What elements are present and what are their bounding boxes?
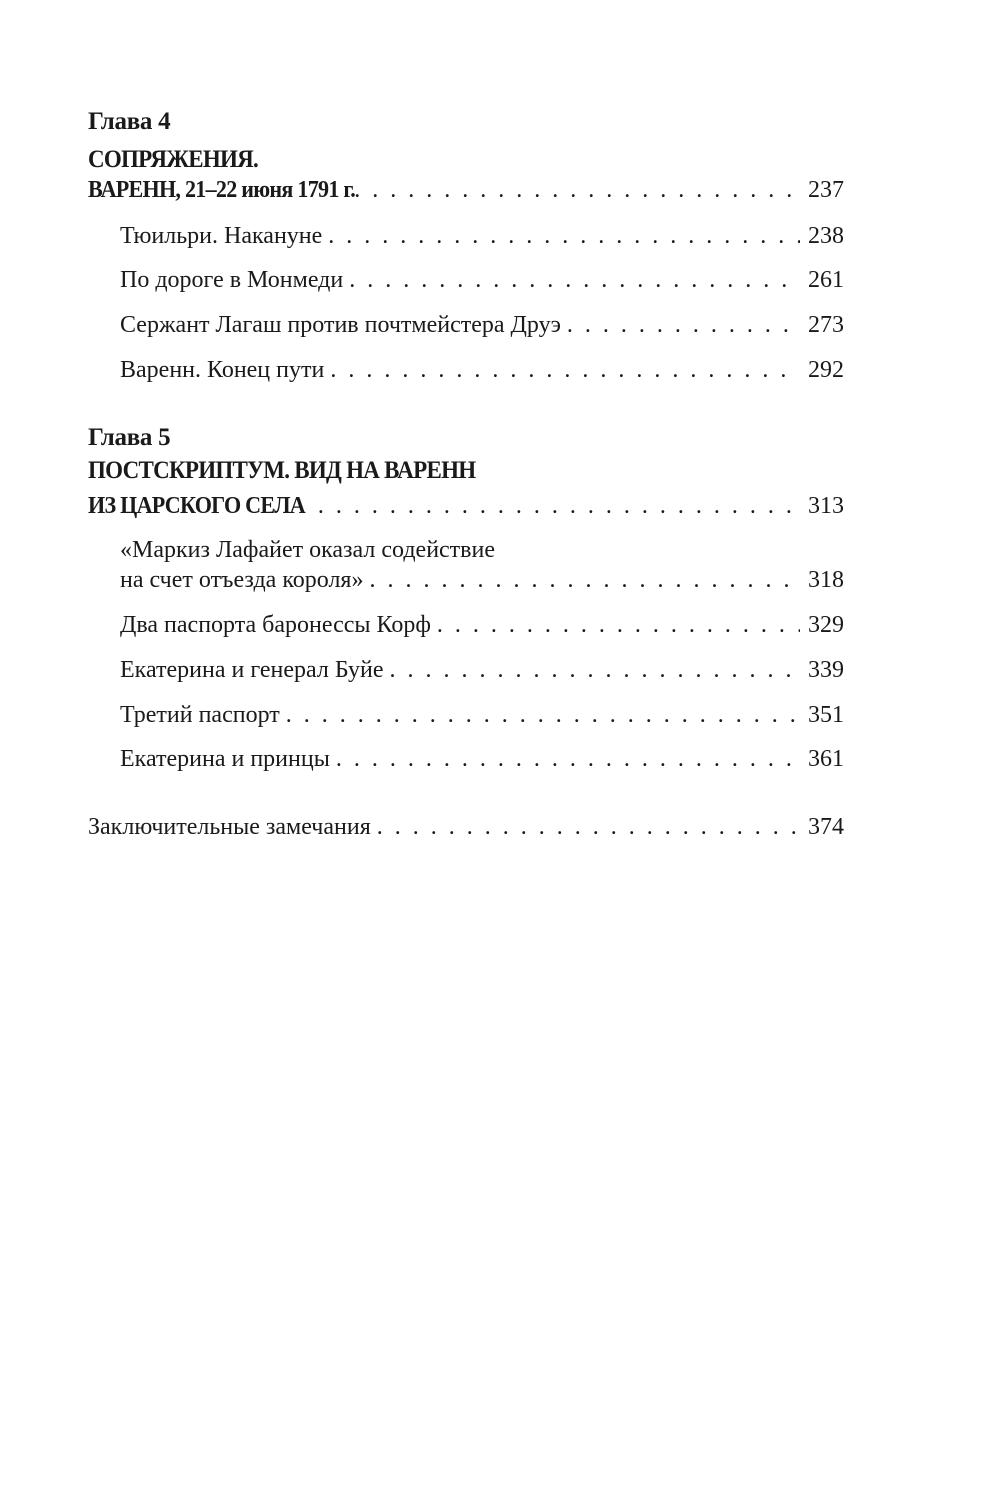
page-number: 374 (808, 814, 844, 840)
page-number: 318 (808, 567, 844, 593)
dot-leader (300, 491, 800, 521)
chapter-4-title-line2: ВАРЕНН, 21–22 июня 1791 г. (88, 177, 356, 203)
section-title: на счет отъезда короля» (120, 567, 364, 593)
section-title: Два паспорта баронессы Корф (120, 612, 431, 638)
dot-leader (354, 175, 800, 205)
dot-leader (336, 744, 800, 774)
toc-entry-closing[interactable] (88, 812, 844, 842)
dot-leader (377, 812, 800, 842)
page-number: 339 (808, 657, 844, 683)
page-number: 329 (808, 612, 844, 638)
section-title: Сержант Лагаш против почтмейстера Друэ (120, 312, 561, 338)
page-number: 313 (808, 493, 844, 519)
page-number: 351 (808, 702, 844, 728)
page-number: 261 (808, 267, 844, 293)
chapter-4-title-line1: СОПРЯЖЕНИЯ. (88, 146, 259, 173)
page-number: 361 (808, 746, 844, 772)
page-number: 292 (808, 357, 844, 383)
toc-entry[interactable] (120, 310, 844, 340)
page-number: 238 (808, 223, 844, 249)
section-title: По дороге в Монмеди (120, 267, 344, 293)
section-title: Варенн. Конец пути (120, 357, 325, 383)
chapter-5-title-line2: ИЗ ЦАРСКОГО СЕЛА (88, 493, 306, 519)
toc-entry[interactable] (120, 700, 844, 730)
toc-entry[interactable] (120, 655, 844, 685)
section-title: Тюильри. Накануне (120, 223, 323, 249)
toc-entry[interactable] (120, 355, 844, 385)
dot-leader (390, 655, 800, 685)
dot-leader (286, 700, 800, 730)
dot-leader (437, 610, 800, 640)
toc-entry[interactable] (120, 565, 844, 595)
section-title-line1: «Маркиз Лафайет оказал содействие (120, 537, 495, 563)
section-title: Заключительные замечания (88, 814, 371, 840)
dot-leader (330, 355, 800, 385)
chapter-5-label: Глава 5 (88, 424, 171, 451)
page-number: 237 (808, 177, 844, 203)
toc-entry[interactable] (120, 610, 844, 640)
dot-leader (369, 565, 800, 595)
toc-entry[interactable] (120, 265, 844, 295)
chapter-4-label: Глава 4 (88, 108, 171, 135)
chapter-4-heading-entry[interactable] (88, 175, 844, 205)
dot-leader (567, 310, 800, 340)
dot-leader (349, 265, 800, 295)
toc-entry[interactable] (120, 744, 844, 774)
dot-leader (328, 221, 800, 251)
toc-entry[interactable] (120, 221, 844, 251)
section-title: Третий паспорт (120, 702, 280, 728)
section-title: Екатерина и принцы (120, 746, 330, 772)
chapter-5-title-line1: ПОСТСКРИПТУМ. ВИД НА ВАРЕНН (88, 457, 476, 484)
section-title: Екатерина и генерал Буйе (120, 657, 384, 683)
chapter-5-heading-entry[interactable] (88, 491, 844, 521)
page-number: 273 (808, 312, 844, 338)
